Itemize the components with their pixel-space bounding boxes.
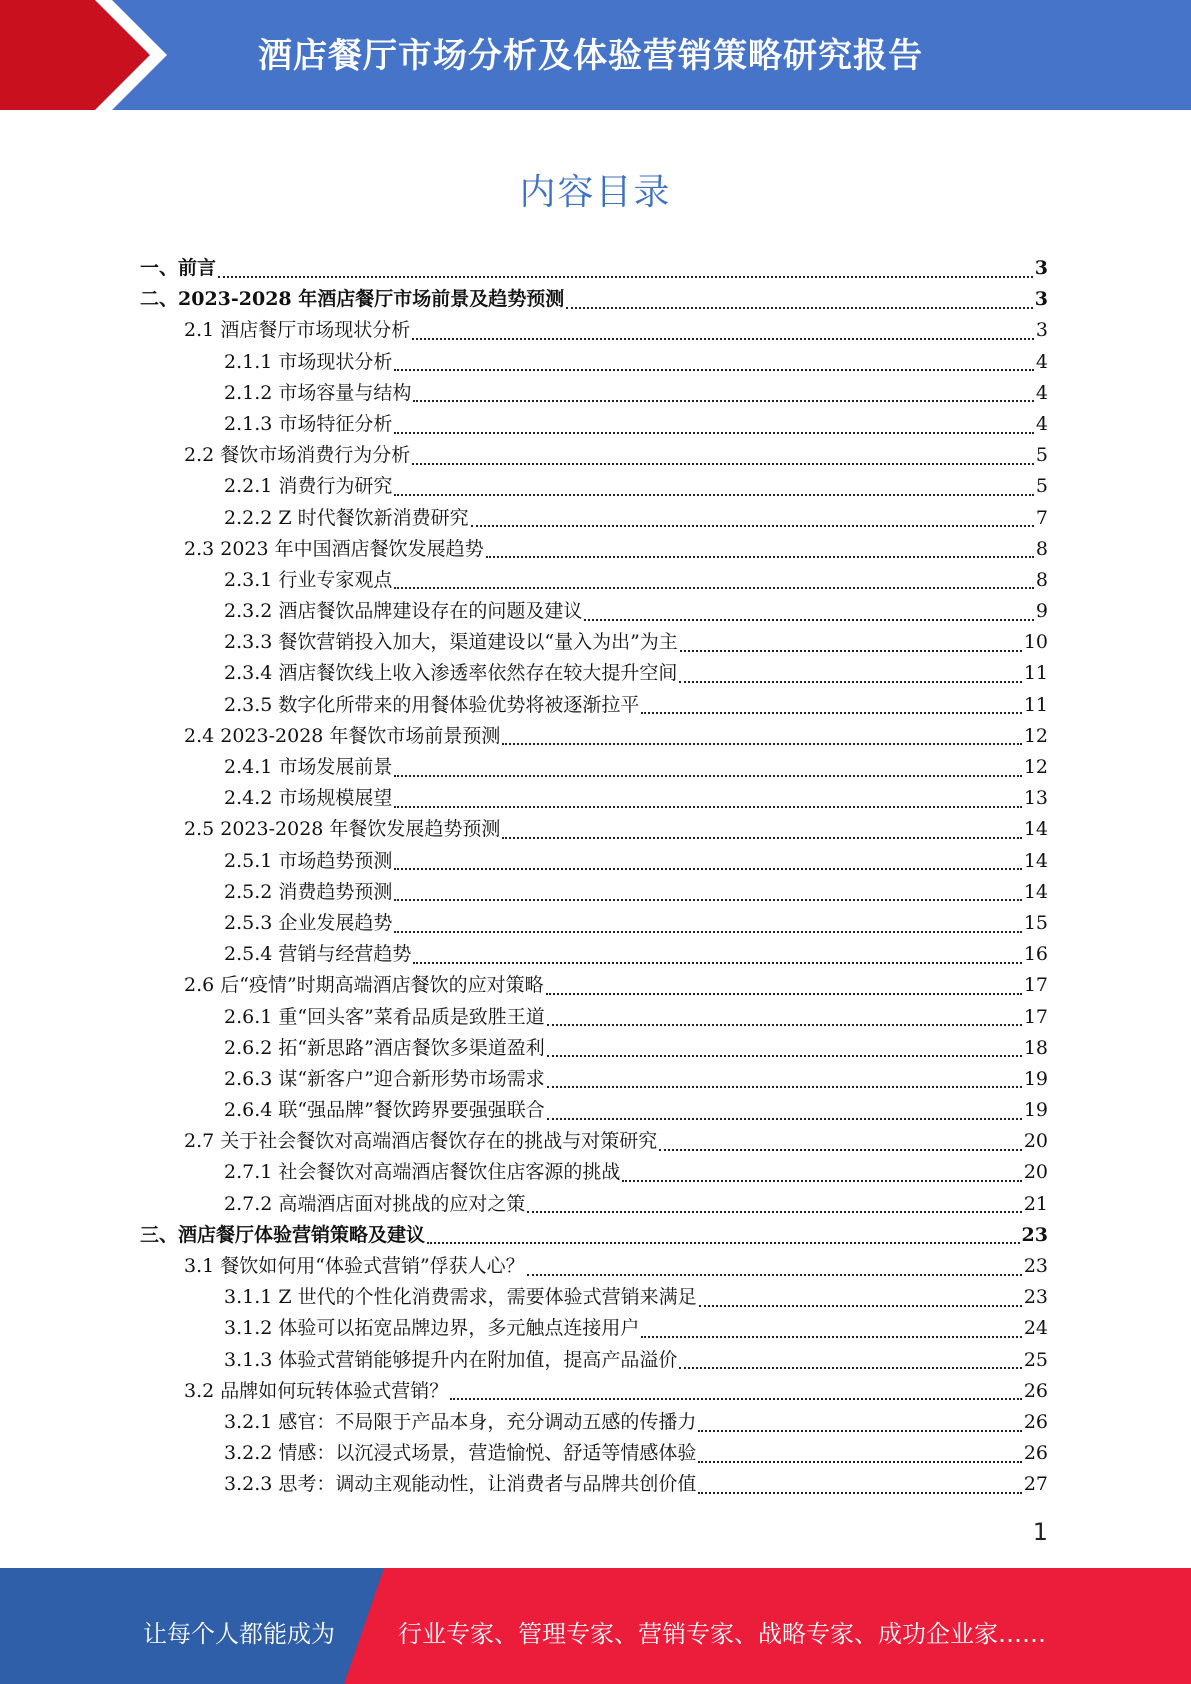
toc-entry-page: 21	[1023, 1192, 1048, 1215]
toc-entry-title: 3.1.1 Z 世代的个性化消费需求，需要体验式营销来满足	[224, 1286, 697, 1309]
toc-entry-title: 2.1.3 市场特征分析	[224, 412, 393, 435]
toc-entry-page: 17	[1023, 974, 1048, 997]
toc-leader-dots	[394, 494, 1034, 496]
toc-entry-page: 13	[1023, 787, 1048, 810]
toc-entry[interactable]	[140, 1376, 1048, 1407]
toc-entry-page: 7	[1035, 506, 1048, 529]
toc-entry-title: 2.2 餐饮市场消费行为分析	[184, 444, 411, 467]
toc-leader-dots	[699, 1305, 1022, 1307]
page-number: 1	[1032, 1518, 1048, 1546]
report-title: 酒店餐厅市场分析及体验营销策略研究报告	[258, 36, 923, 76]
toc-entry-title: 2.2.1 消费行为研究	[224, 475, 393, 498]
footer-slogan-left: 让每个人都能成为	[143, 1620, 335, 1648]
toc-leader-dots	[412, 338, 1034, 340]
toc-entry-page: 4	[1035, 350, 1048, 373]
toc-entry[interactable]	[140, 908, 1048, 939]
toc-entry-page: 26	[1023, 1379, 1048, 1402]
toc-entry-title: 2.1.1 市场现状分析	[224, 350, 393, 373]
toc-entry-page: 12	[1023, 756, 1048, 778]
toc-leader-dots	[218, 276, 1033, 278]
toc-entry-page: 14	[1023, 849, 1048, 872]
toc-entry[interactable]	[140, 1438, 1048, 1469]
toc-entry[interactable]	[140, 1157, 1048, 1188]
toc-leader-dots	[394, 806, 1021, 808]
toc-entry[interactable]	[140, 1469, 1048, 1500]
toc-entry-page: 10	[1023, 631, 1048, 654]
toc-entry-page: 14	[1023, 880, 1048, 903]
toc-entry[interactable]	[140, 627, 1048, 658]
toc-entry-title: 2.5 2023-2028 年餐饮发展趋势预测	[184, 818, 501, 841]
toc-entry-title: 三、酒店餐厅体验营销策略及建议	[140, 1223, 426, 1246]
toc-entry-page: 14	[1023, 818, 1048, 841]
toc-entry[interactable]	[140, 1064, 1048, 1095]
toc-entry[interactable]	[140, 409, 1048, 440]
toc-leader-dots	[698, 1492, 1021, 1494]
toc-entry-page: 16	[1023, 943, 1048, 966]
toc-entry-title: 2.7.1 社会餐饮对高端酒店餐饮住店客源的挑战	[224, 1161, 621, 1184]
toc-entry-title: 2.7 关于社会餐饮对高端酒店餐饮存在的挑战与对策研究	[184, 1130, 658, 1153]
footer-banner	[0, 1568, 1191, 1684]
toc-entry-title: 2.4 2023-2028 年餐饮市场前景预测	[184, 724, 501, 747]
toc-entry[interactable]	[140, 1002, 1048, 1033]
toc-entry-page: 5	[1035, 475, 1048, 498]
toc-entry[interactable]	[140, 877, 1048, 908]
toc-entry[interactable]	[140, 471, 1048, 502]
toc-leader-dots	[394, 369, 1034, 371]
toc-entry[interactable]	[140, 1251, 1048, 1282]
toc-entry[interactable]	[140, 565, 1048, 596]
toc-entry-title: 3.1.2 体验可以拓宽品牌边界，多元触点连接用户	[224, 1317, 640, 1340]
toc-entry-title: 2.3.4 酒店餐饮线上收入渗透率依然存在较大提升空间	[224, 662, 678, 685]
toc-entry-page: 4	[1035, 381, 1048, 404]
toc-entry-title: 2.6.1 重“回头客”菜肴品质是致胜王道	[224, 1005, 545, 1028]
toc-entry-title: 二、2023-2028 年酒店餐厅市场前景及趋势预测	[140, 288, 565, 311]
toc-entry-title: 2.3 2023 年中国酒店餐饮发展趋势	[184, 537, 484, 560]
toc-entry-title: 2.7.2 高端酒店面对挑战的应对之策	[224, 1192, 526, 1215]
toc-entry[interactable]	[140, 315, 1048, 346]
toc-entry-title: 2.1 酒店餐厅市场现状分析	[184, 319, 411, 342]
toc-heading: 内容目录	[519, 172, 672, 213]
toc-entry-page: 27	[1023, 1473, 1048, 1496]
toc-entry-title: 3.1.3 体验式营销能够提升内在附加值，提高产品溢价	[224, 1348, 678, 1371]
toc-leader-dots	[394, 432, 1034, 434]
toc-entry-title: 2.3.3 餐饮营销投入加大，渠道建设以“量入为出”为主	[224, 631, 678, 654]
toc-leader-dots	[641, 1336, 1021, 1338]
toc-entry-title: 3.1 餐饮如何用“体验式营销”俘获人心？	[184, 1255, 525, 1277]
toc-entry-title: 一、前言	[140, 257, 217, 279]
toc-leader-dots	[679, 681, 1021, 683]
toc-entry-title: 2.6.4 联“强品牌”餐饮跨界要强强联合	[224, 1099, 545, 1122]
toc-entry[interactable]	[140, 690, 1048, 721]
toc-entry-page: 3	[1034, 288, 1048, 311]
toc-leader-dots	[547, 1055, 1022, 1057]
toc-entry-title: 2.5.1 市场趋势预测	[224, 849, 393, 872]
toc-entry-page: 26	[1023, 1410, 1048, 1433]
toc-entry-page: 3	[1034, 257, 1048, 279]
toc-entry-page: 18	[1023, 1036, 1048, 1059]
toc-leader-dots	[659, 1149, 1022, 1151]
toc-entry[interactable]	[140, 1189, 1048, 1220]
toc-entry-page: 23	[1023, 1255, 1048, 1277]
toc-entry-title: 2.3.5 数字化所带来的用餐体验优势将被逐渐拉平	[224, 693, 640, 716]
footer-slogan-right: 行业专家、管理专家、营销专家、战略专家、成功企业家……	[398, 1620, 1046, 1648]
toc-leader-dots	[566, 307, 1033, 309]
toc-entry-title: 2.5.4 营销与经营趋势	[224, 943, 412, 966]
toc-entry-page: 24	[1023, 1317, 1048, 1340]
toc-entry-title: 2.6 后“疫情”时期高端酒店餐饮的应对策略	[184, 974, 544, 997]
toc-entry[interactable]	[140, 1313, 1048, 1344]
toc-entry[interactable]	[140, 534, 1048, 565]
table-of-contents	[140, 253, 1048, 1501]
toc-entry[interactable]	[140, 347, 1048, 378]
toc-entry-page: 8	[1035, 568, 1048, 591]
toc-entry[interactable]	[140, 440, 1048, 471]
toc-leader-dots	[546, 993, 1022, 995]
toc-entry-title: 2.6.3 谋“新客户”迎合新形势市场需求	[224, 1067, 545, 1090]
toc-leader-dots	[527, 1274, 1022, 1276]
toc-leader-dots	[698, 1430, 1021, 1432]
toc-leader-dots	[622, 1180, 1021, 1182]
toc-leader-dots	[502, 743, 1021, 745]
toc-entry-page: 19	[1023, 1099, 1048, 1122]
toc-entry-title: 2.2.2 Z 时代餐饮新消费研究	[224, 506, 469, 529]
toc-entry-page: 15	[1023, 911, 1048, 934]
toc-leader-dots	[547, 1118, 1022, 1120]
toc-entry[interactable]	[140, 284, 1048, 315]
toc-entry[interactable]	[140, 783, 1048, 814]
toc-entry[interactable]	[140, 1282, 1048, 1313]
toc-leader-dots	[680, 650, 1022, 652]
toc-leader-dots	[394, 775, 1021, 777]
toc-entry[interactable]	[140, 752, 1048, 783]
toc-leader-dots	[394, 931, 1021, 933]
toc-leader-dots	[584, 619, 1034, 621]
toc-entry[interactable]	[140, 503, 1048, 534]
toc-entry[interactable]	[140, 1126, 1048, 1157]
toc-leader-dots	[413, 962, 1021, 964]
toc-entry[interactable]	[140, 970, 1048, 1001]
toc-leader-dots	[502, 837, 1021, 839]
toc-entry-page: 11	[1023, 693, 1048, 716]
toc-entry-title: 2.5.3 企业发展趋势	[224, 911, 393, 934]
toc-entry-page: 8	[1035, 537, 1048, 560]
toc-entry[interactable]	[140, 1033, 1048, 1064]
toc-entry[interactable]	[140, 378, 1048, 409]
toc-leader-dots	[547, 1086, 1022, 1088]
toc-entry[interactable]	[140, 658, 1048, 689]
toc-entry-page: 11	[1023, 662, 1048, 685]
toc-entry[interactable]	[140, 721, 1048, 752]
toc-entry-title: 2.5.2 消费趋势预测	[224, 880, 393, 903]
toc-entry-title: 2.3.1 行业专家观点	[224, 568, 393, 591]
toc-leader-dots	[394, 587, 1034, 589]
toc-entry[interactable]	[140, 939, 1048, 970]
toc-leader-dots	[679, 1367, 1021, 1369]
toc-entry-title: 2.4.2 市场规模展望	[224, 787, 393, 810]
toc-entry-title: 2.4.1 市场发展前景	[224, 756, 393, 778]
toc-entry[interactable]	[140, 846, 1048, 877]
toc-entry-page: 3	[1035, 319, 1048, 342]
report-header	[0, 0, 1191, 110]
toc-entry-page: 23	[1023, 1286, 1048, 1309]
toc-entry-page: 9	[1035, 600, 1048, 623]
toc-entry-title: 2.6.2 拓“新思路”酒店餐饮多渠道盈利	[224, 1036, 545, 1059]
toc-entry-page: 5	[1035, 444, 1048, 467]
toc-leader-dots	[394, 899, 1021, 901]
toc-leader-dots	[427, 1242, 1020, 1244]
toc-entry-title: 2.3.2 酒店餐饮品牌建设存在的问题及建议	[224, 600, 583, 623]
toc-leader-dots	[450, 1398, 1022, 1400]
toc-entry[interactable]	[140, 1220, 1048, 1251]
toc-entry[interactable]	[140, 1345, 1048, 1376]
toc-entry[interactable]	[140, 1407, 1048, 1438]
toc-entry-title: 2.1.2 市场容量与结构	[224, 381, 412, 404]
toc-leader-dots	[547, 1024, 1022, 1026]
toc-entry-title: 3.2 品牌如何玩转体验式营销？	[184, 1379, 449, 1402]
toc-leader-dots	[641, 712, 1021, 714]
toc-entry-title: 3.2.1 感官：不局限于产品本身，充分调动五感的传播力	[224, 1410, 697, 1433]
toc-entry-page: 25	[1023, 1348, 1048, 1371]
toc-entry-page: 4	[1035, 412, 1048, 435]
toc-leader-dots	[413, 400, 1034, 402]
header-arrow-graphic	[0, 0, 300, 110]
toc-entry[interactable]	[140, 253, 1048, 284]
toc-entry[interactable]	[140, 1095, 1048, 1126]
toc-entry[interactable]	[140, 814, 1048, 845]
toc-leader-dots	[412, 463, 1034, 465]
toc-entry-page: 17	[1023, 1005, 1048, 1028]
toc-leader-dots	[486, 556, 1034, 558]
toc-leader-dots	[527, 1211, 1021, 1213]
toc-entry-title: 3.2.2 情感：以沉浸式场景，营造愉悦、舒适等情感体验	[224, 1442, 697, 1465]
toc-entry-page: 20	[1023, 1130, 1048, 1153]
toc-entry-page: 20	[1023, 1161, 1048, 1184]
toc-entry-page: 23	[1021, 1223, 1048, 1246]
toc-leader-dots	[471, 525, 1034, 527]
toc-leader-dots	[698, 1461, 1021, 1463]
toc-entry-page: 12	[1023, 724, 1048, 747]
toc-leader-dots	[394, 868, 1021, 870]
toc-entry-title: 3.2.3 思考：调动主观能动性，让消费者与品牌共创价值	[224, 1473, 697, 1496]
toc-entry-page: 19	[1023, 1067, 1048, 1090]
toc-entry[interactable]	[140, 596, 1048, 627]
toc-entry-page: 26	[1023, 1442, 1048, 1465]
